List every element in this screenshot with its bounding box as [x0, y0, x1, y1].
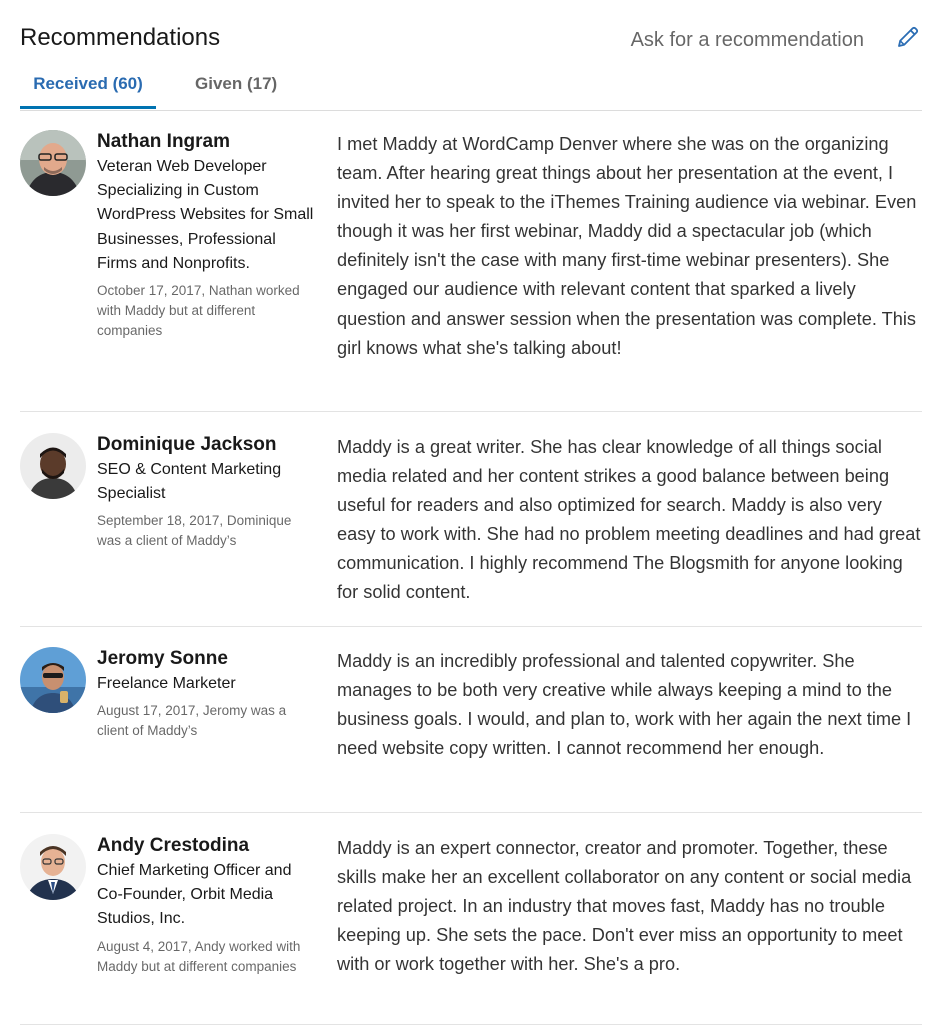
recommender-name[interactable]: Dominique Jackson — [97, 434, 277, 455]
recommendation-item — [20, 110, 922, 412]
pencil-icon[interactable] — [896, 25, 920, 49]
recommendation-date: August 4, 2017, Andy worked with Maddy but at different companies — [97, 938, 301, 974]
recommendation-text: Maddy is an incredibly professional and talented copywriter. She manages to be both very creative while always keeping a mind to the business goals. I would, and plan to, work with her again the next time I need website copy written. I cannot recommend her enough. — [337, 651, 912, 759]
recommender-name[interactable]: Andy Crestodina — [97, 835, 250, 856]
recommender-name[interactable]: Jeromy Sonne — [97, 648, 228, 669]
avatar[interactable] — [20, 433, 86, 499]
recommendation-text: Maddy is a great writer. She has clear knowledge of all things social media related and her content strikes a good balance between being useful for readers and also optimized for search. Maddy is also very easy to work with. She had no problem meeting deadlines and had great communication. I highly recommend The Blogsmith for anyone looking for solid content. — [337, 437, 921, 603]
recommender-headline: Veteran Web Developer Specializing in Custom WordPress Websites for Small Businesses, Professional Firms and Nonprofits. — [97, 158, 314, 272]
recommender-name[interactable]: Nathan Ingram — [97, 131, 231, 152]
recommendation-item — [20, 411, 922, 627]
tab-received[interactable]: Received (60) — [20, 74, 156, 94]
recommender-headline: Freelance Marketer — [97, 675, 236, 692]
avatar[interactable] — [20, 130, 86, 196]
tab-given[interactable]: Given (17) — [195, 74, 278, 93]
recommendation-item — [20, 812, 922, 1025]
recommender-headline: SEO & Content Marketing Specialist — [97, 461, 282, 503]
recommendation-item — [20, 626, 922, 813]
recommendation-date: October 17, 2017, Nathan worked with Maddy but at different companies — [97, 283, 300, 339]
avatar[interactable] — [20, 647, 86, 713]
recommendation-text: Maddy is an expert connector, creator and promoter. Together, these skills make her an excellent collaborator on any content or social media related project. In an industry that moves fast, Maddy has no trouble keeping up. She sets the pace. Don't ever miss an opportunity to meet with or work together with her. She's a pro. — [337, 838, 912, 975]
recommendation-text: I met Maddy at WordCamp Denver where she was on the organizing team. After hearing great things about her presentation at the event, I invited her to speak to the iThemes Training audience via webinar. Even though it was her first webinar, Maddy did a spectacular job (which definitely isn't the case with many first-time webinar presenters). She engaged our audience with relevant content that sparked a lively question and answer session when the presentation was complete. This girl knows what she's talking about! — [337, 134, 917, 358]
recommendations-header — [0, 0, 938, 110]
recommender-headline: Chief Marketing Officer and Co-Founder, Orbit Media Studios, Inc. — [97, 862, 292, 928]
recommendation-date: September 18, 2017, Dominique was a client of Maddy’s — [97, 513, 292, 549]
section-title: Recommendations — [20, 24, 221, 51]
ask-recommendation-link[interactable]: Ask for a recommendation — [630, 29, 864, 51]
recommendation-date: August 17, 2017, Jeromy was a client of Maddy’s — [97, 703, 287, 739]
tab-bar — [20, 70, 922, 111]
avatar[interactable] — [20, 834, 86, 900]
